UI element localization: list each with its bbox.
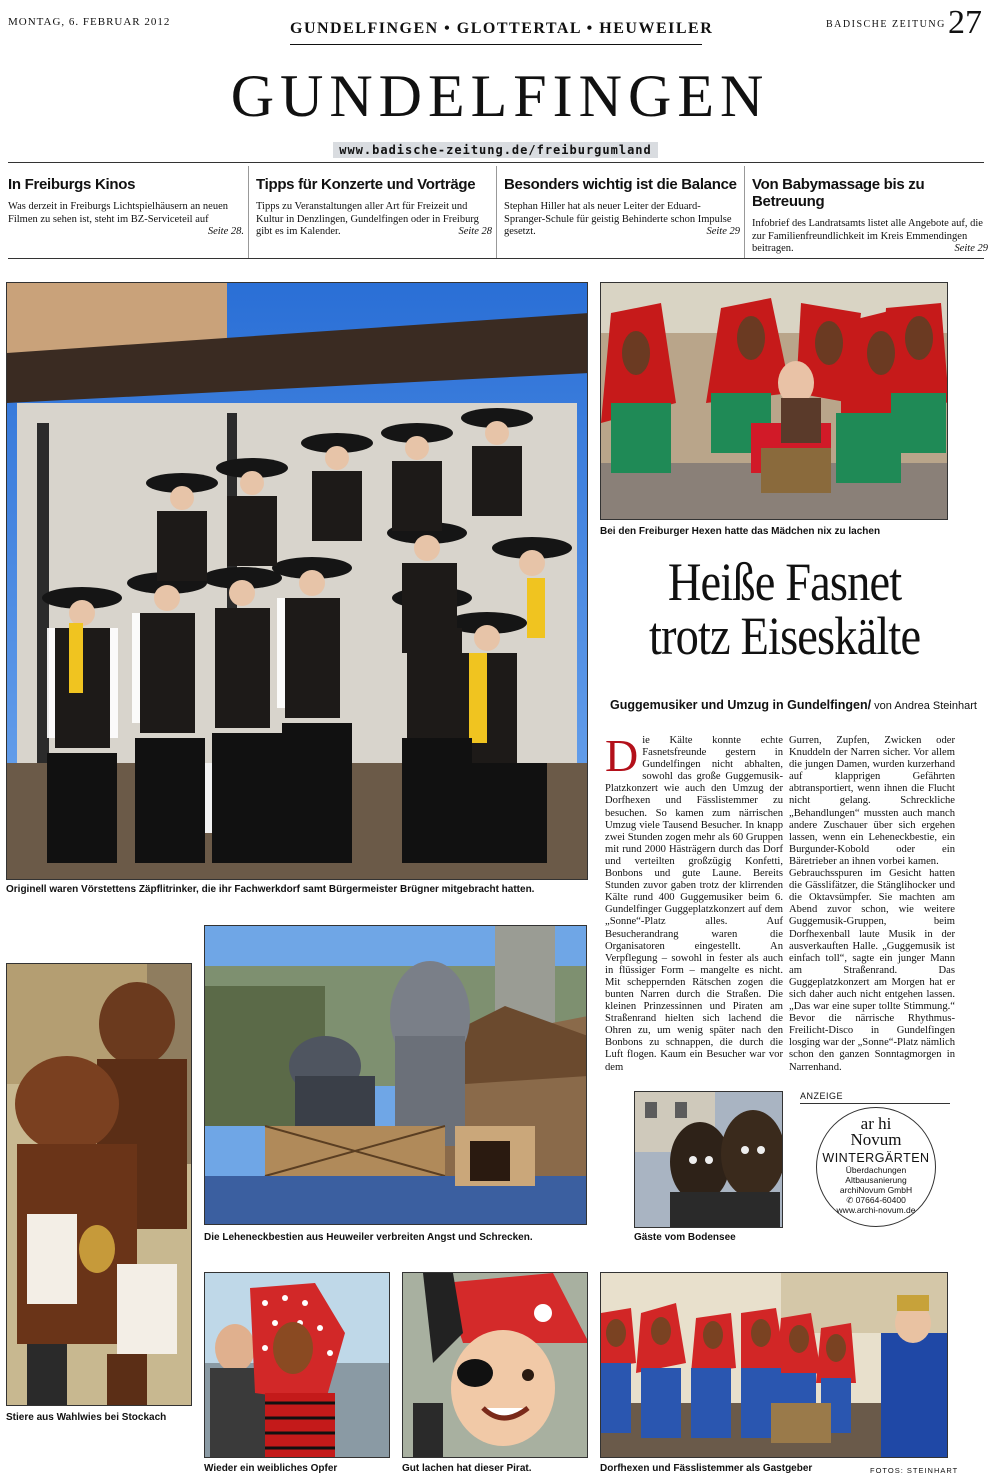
teaser-top-rule	[8, 162, 984, 163]
teaser-konzerte	[256, 176, 492, 239]
issue-date: MONTAG, 6. FEBRUAR 2012	[8, 16, 171, 28]
ad-label: ANZEIGE	[800, 1091, 844, 1101]
photo-zaepflitrinker	[6, 282, 588, 880]
teaser-title: Besonders wichtig ist die Balance	[504, 176, 737, 193]
masthead: GUNDELFINGEN	[230, 63, 770, 129]
teaser-divider	[744, 166, 745, 258]
caption-stiere: Stiere aus Wahlwies bei Stockach	[6, 1412, 167, 1423]
teaser-text: Tipps zu Veranstaltungen aller Art für Freizeit und Kultur in Denzlingen, Gundelfingen oder in Freiburg gibt es im Kalender. Seite 28	[256, 201, 492, 237]
ad-line: Altbausanierung	[845, 1175, 907, 1185]
caption-hexen: Bei den Freiburger Hexen hatte das Mädchen nix zu lachen	[600, 526, 881, 537]
photo-leheneckbestien	[204, 925, 587, 1225]
article-headline: Heiße Fasnet trotz Eiseskälte	[648, 552, 921, 666]
ad-line: Überdachungen	[845, 1165, 907, 1175]
caption-main-photo: Originell waren Vörstettens Zäpflitrinker, die ihr Fachwerkdorf samt Bürgermeister Brügner mitgebracht hatten.	[6, 884, 535, 895]
teaser-title: In Freiburgs Kinos	[8, 176, 136, 193]
teaser-divider	[496, 166, 497, 258]
ad-brand-line-1: ar hi	[860, 1114, 892, 1133]
teaser-babymassage	[752, 176, 988, 256]
ad-brand-line-2: Novum	[850, 1130, 902, 1149]
ad-company: archiNovum GmbH	[839, 1185, 913, 1195]
drop-cap: D	[605, 730, 639, 781]
photo-weibliches-opfer	[204, 1272, 390, 1458]
ad-phone: ✆ 07664-60400	[846, 1195, 906, 1205]
newspaper-name: BADISCHE ZEITUNG	[826, 19, 946, 30]
teaser-title: Von Babymassage bis zu Betreuung	[752, 176, 925, 210]
article-column-2: Gurren, Zupfen, Zwicken oder Knuddeln der Narren sicher. Vor allem die jungen Damen, wurden kurzerhand auf klapprigen Gefährten abtransportiert, wenn ihnen die Flucht nicht gelang. Schreckliche „Behandlungen“ mussten auch manch andere Zuschauer über sich ergehen lassen, wenn ein Leheneckbestie, ein Burgunder-Kobold oder ein Bäretrieber an ihnen vorbei kamen. Gebrauchsspuren im Gesicht hatten die Gässlifätzer, die Stänglihocker und die Oktavsümpfer. Sie machten am Abend zuvor schon, wie weitere Guggemusik-Gruppen, beim Dorfhexenball laute Musik in der ausverkauften Halle. „Guggemusik ist einfach toll“, sagte ein junger Mann am Straßenrand. Das Guggeplatzkonzert am Morgen hat er sich daher auch nicht entgehen lassen. „Das war eine super tollte Stimmung.“ Bevor die närrische Rhythmus-Freilicht-Disco in Gundelfingen losging war der „Sonne“-Platz nämlich schon den ganzen Sonntagmorgen in Narrenhand.	[789, 735, 955, 1073]
header-rule	[290, 44, 702, 45]
photo-freiburger-hexen	[600, 282, 948, 520]
ad-archinovum[interactable]	[816, 1107, 936, 1227]
photo-pirat	[402, 1272, 588, 1458]
page-number: 27	[948, 4, 982, 41]
ad-rule	[800, 1103, 950, 1104]
photo-dorfhexen	[600, 1272, 948, 1458]
teaser-title: Tipps für Konzerte und Vorträge	[256, 176, 476, 193]
ad-headline: WINTERGÄRTEN	[822, 1151, 930, 1165]
article-subhead: Guggemusiker und Umzug in Gundelfingen/ von Andrea Steinhart	[610, 698, 977, 712]
teaser-kinos	[8, 176, 244, 239]
caption-leheneck: Die Leheneckbestien aus Heuweiler verbreiten Angst und Schrecken.	[204, 1232, 533, 1243]
caption-opfer: Wieder ein weibliches Opfer	[204, 1463, 338, 1474]
section-url: www.badische-zeitung.de/freiburgumland	[333, 142, 658, 158]
teaser-text: Stephan Hiller hat als neuer Leiter der Eduard-Spranger-Schule für geistig Behinderte schon Impulse gesetzt. Seite 29	[504, 201, 740, 237]
teaser-balance	[504, 176, 740, 239]
teaser-text: Infobrief des Landratsamts listet alle Angebote auf, die zur Familienfreundlichkeit im Kreis Emmendingen beitragen. Seite 29	[752, 218, 988, 254]
photo-stiere	[6, 963, 192, 1406]
article-author: von Andrea Steinhart	[871, 700, 977, 712]
article-column-1: Die Kälte konnte echte Fasnetsfreunde gestern in Gundelfingen nicht abhalten, sowohl das große Guggemusik-Platzkonzert wie auch den Umzug der Dorfhexen und Fässlistemmer zu besuchen. So kamen zum närrischen Umzug viele Tausend Besucher. In knapp zwei Stunden zogen mehr als 60 Gruppen mit rund 2000 Hästrägern durch das Dorf und verteilten großzügig Konfetti, Bonbons und gute Laune. Bereits Stunden zuvor gaben trotz der klirrenden Kälte rund 400 Guggemusiker beim 6. Gundelfinger Guggeplatzkonzert auf dem „Sonne“-Platz alles. Auf Besucherandrang waren die Organisatoren eingestellt. An Verpflegung – sowohl in fester als auch in flüssiger Form – mangelte es nicht. Mit scheppernden Rätschen zogen die bunten Narren durch die Straßen. Die kleinen Prinzessinnen und Piraten am Straßenrand hielten sich lachend die Ohren zu, um wenig später nach den Bonbons zu schnappen, die durch die Luft flogen. Kaum ein Besucher war vor dem	[605, 730, 783, 1073]
caption-bodensee: Gäste vom Bodensee	[634, 1232, 736, 1243]
teaser-text: Was derzeit in Freiburgs Lichtspielhäusern an neuen Filmen zu sehen ist, steht im BZ-Serviceteil auf Seite 28.	[8, 201, 244, 237]
photo-bodensee	[634, 1091, 783, 1228]
caption-pirat: Gut lachen hat dieser Pirat.	[402, 1463, 532, 1474]
teaser-divider	[248, 166, 249, 258]
teaser-bottom-rule	[8, 258, 984, 259]
photo-credit: FOTOS: STEINHART	[870, 1466, 959, 1475]
section-locations: GUNDELFINGEN • GLOTTERTAL • HEUWEILER	[290, 20, 714, 37]
ad-web[interactable]: www.archi-novum.de	[836, 1205, 916, 1215]
caption-dorfhexen: Dorfhexen und Fässlistemmer als Gastgeber	[600, 1463, 813, 1474]
